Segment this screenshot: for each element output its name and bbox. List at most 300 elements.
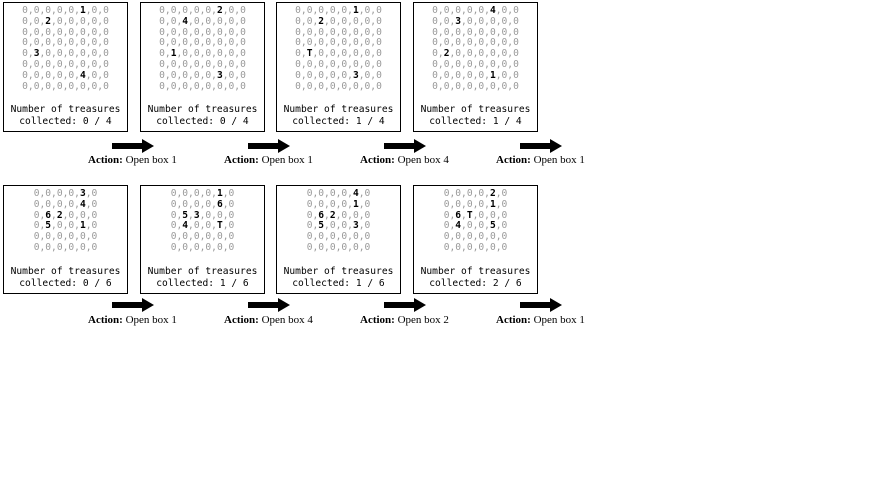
action-caption xyxy=(360,154,449,166)
empty-cell: 0 xyxy=(352,231,359,243)
empty-cell: 0 xyxy=(56,37,63,49)
empty-cell: 0 xyxy=(306,209,313,221)
empty-cell: 0 xyxy=(182,48,189,60)
box-grid xyxy=(4,6,127,92)
empty-cell: 0 xyxy=(91,26,98,38)
arrow-right-icon xyxy=(520,298,562,312)
empty-cell: 0 xyxy=(443,5,450,16)
empty-cell: 0 xyxy=(466,58,473,70)
empty-cell: 0 xyxy=(489,26,496,38)
empty-cell: 0 xyxy=(170,80,177,92)
action-label: Action: xyxy=(496,314,531,326)
grid-row: 0,0,0,0,0,0,0,0 xyxy=(295,26,382,38)
empty-cell: 0 xyxy=(228,5,235,16)
empty-cell: 0 xyxy=(182,58,189,70)
empty-cell: 0 xyxy=(22,69,28,81)
empty-cell: 0 xyxy=(329,241,336,253)
grid-row: 0,0,0,0,0,1,0,0 xyxy=(432,69,519,81)
collected-count: collected: 1 / 4 xyxy=(429,115,522,127)
state-panel xyxy=(413,2,538,132)
empty-cell: 0 xyxy=(432,58,438,70)
empty-cell: 0 xyxy=(466,241,473,253)
action-text: Open box 1 xyxy=(258,154,313,166)
grid-row: 0,2,0,0,0,0,0,0 xyxy=(432,48,519,60)
action-text: Open box 4 xyxy=(394,154,449,166)
arrow-right-icon xyxy=(112,298,154,312)
empty-cell: 0 xyxy=(159,15,165,27)
empty-cell: 0 xyxy=(56,80,63,92)
empty-cell: 0 xyxy=(33,80,40,92)
empty-cell: 0 xyxy=(295,15,301,27)
empty-cell: 0 xyxy=(478,198,485,210)
grid-row: 0,5,0,0,1,0 xyxy=(33,220,98,232)
box-cell: 5 xyxy=(45,220,52,232)
empty-cell: 0 xyxy=(193,69,200,81)
empty-cell: 0 xyxy=(306,198,313,210)
collected-count: collected: 0 / 4 xyxy=(19,115,112,127)
box-grid xyxy=(414,189,537,254)
empty-cell: 0 xyxy=(306,220,313,232)
empty-cell: 0 xyxy=(364,5,371,16)
grid-row: 0,5,0,0,3,0 xyxy=(306,220,371,232)
empty-cell: 0 xyxy=(159,26,165,38)
action-label: Action: xyxy=(88,314,123,326)
grid-row: 0,0,0,0,1,0 xyxy=(443,198,508,210)
box-grid xyxy=(277,6,400,92)
empty-cell: 0 xyxy=(318,188,325,199)
status-label: Number of treasures xyxy=(147,104,258,115)
empty-cell: 0 xyxy=(364,37,371,49)
empty-cell: 0 xyxy=(352,37,359,49)
empty-cell: 0 xyxy=(228,48,235,60)
collected-count: collected: 0 / 6 xyxy=(19,277,112,289)
empty-cell: 0 xyxy=(68,26,75,38)
empty-cell: 0 xyxy=(455,188,462,199)
empty-cell: 0 xyxy=(364,209,371,221)
empty-cell: 0 xyxy=(45,80,52,92)
grid-row: 0,0,0,0,0,0,0,0 xyxy=(159,26,246,38)
empty-cell: 0 xyxy=(22,37,28,49)
empty-cell: 0 xyxy=(240,48,246,60)
action-caption xyxy=(496,154,585,166)
empty-cell: 0 xyxy=(170,198,177,210)
empty-cell: 0 xyxy=(22,26,28,38)
action-caption xyxy=(88,314,177,326)
grid-row: 0,0,0,0,0,1,0,0 xyxy=(295,5,382,16)
empty-cell: 0 xyxy=(295,37,301,49)
empty-cell: 0 xyxy=(376,5,382,16)
empty-cell: 0 xyxy=(478,69,485,81)
empty-cell: 0 xyxy=(306,241,313,253)
state-panel xyxy=(3,185,128,294)
empty-cell: 0 xyxy=(318,198,325,210)
grid-row: 0,0,0,0,0,0,0,0 xyxy=(295,58,382,70)
collected-count: collected: 1 / 6 xyxy=(292,277,385,289)
empty-cell: 0 xyxy=(68,231,75,243)
grid-row: 0,0,2,0,0,0,0,0 xyxy=(295,15,382,27)
empty-cell: 0 xyxy=(455,69,462,81)
empty-cell: 0 xyxy=(170,209,177,221)
collected-count: collected: 0 / 4 xyxy=(156,115,249,127)
empty-cell: 0 xyxy=(182,5,189,16)
empty-cell: 0 xyxy=(432,80,438,92)
empty-cell: 0 xyxy=(91,188,98,199)
status-label: Number of treasures xyxy=(420,104,531,115)
empty-cell: 0 xyxy=(364,48,371,60)
grid-row: 0,0,0,0,0,0,0,0 xyxy=(432,26,519,38)
action-label: Action: xyxy=(360,314,395,326)
empty-cell: 0 xyxy=(501,209,508,221)
empty-cell: 0 xyxy=(240,69,246,81)
empty-cell: 0 xyxy=(455,26,462,38)
empty-cell: 0 xyxy=(193,241,200,253)
empty-cell: 0 xyxy=(501,231,508,243)
empty-cell: 0 xyxy=(443,58,450,70)
empty-cell: 0 xyxy=(501,198,508,210)
grid-row: 0,0,2,0,0,0,0,0 xyxy=(22,15,109,27)
empty-cell: 0 xyxy=(216,48,223,60)
box-cell: 1 xyxy=(79,5,86,16)
empty-cell: 0 xyxy=(68,188,75,199)
grid-row: 0,3,0,0,0,0,0,0 xyxy=(22,48,109,60)
empty-cell: 0 xyxy=(466,69,473,81)
empty-cell: 0 xyxy=(103,69,109,81)
empty-cell: 0 xyxy=(466,188,473,199)
empty-cell: 0 xyxy=(182,69,189,81)
box-cell: 4 xyxy=(182,220,189,232)
empty-cell: 0 xyxy=(170,26,177,38)
empty-cell: 0 xyxy=(455,231,462,243)
empty-cell: 0 xyxy=(33,26,40,38)
empty-cell: 0 xyxy=(33,209,40,221)
box-cell: 5 xyxy=(318,220,325,232)
empty-cell: 0 xyxy=(466,15,473,27)
empty-cell: 0 xyxy=(205,48,212,60)
action-caption xyxy=(496,314,585,326)
grid-row: 0,0,0,0,0,0 xyxy=(443,241,508,253)
empty-cell: 0 xyxy=(501,58,508,70)
empty-cell: 0 xyxy=(45,5,52,16)
empty-cell: 0 xyxy=(56,69,63,81)
empty-cell: 0 xyxy=(329,5,336,16)
box-cell: 6 xyxy=(216,198,223,210)
empty-cell: 0 xyxy=(489,37,496,49)
box-cell: 2 xyxy=(443,48,450,60)
empty-cell: 0 xyxy=(443,209,450,221)
grid-row: 0,6,2,0,0,0 xyxy=(306,209,371,221)
box-cell: 3 xyxy=(193,209,200,221)
box-cell: 3 xyxy=(79,188,86,199)
empty-cell: 0 xyxy=(443,188,450,199)
empty-cell: 0 xyxy=(513,80,519,92)
empty-cell: 0 xyxy=(478,58,485,70)
state-panel xyxy=(276,185,401,294)
empty-cell: 0 xyxy=(306,58,313,70)
empty-cell: 0 xyxy=(33,15,40,27)
empty-cell: 0 xyxy=(205,5,212,16)
box-cell: 1 xyxy=(170,48,177,60)
empty-cell: 0 xyxy=(432,48,438,60)
empty-cell: 0 xyxy=(193,80,200,92)
grid-row: 0,0,0,0,1,0 xyxy=(306,198,371,210)
grid-row: 0,0,0,0,0,0,0,0 xyxy=(432,37,519,49)
empty-cell: 0 xyxy=(341,5,348,16)
action-label: Action: xyxy=(224,314,259,326)
empty-cell: 0 xyxy=(216,26,223,38)
empty-cell: 0 xyxy=(329,26,336,38)
grid-row: 0,0,0,0,0,0 xyxy=(170,241,235,253)
empty-cell: 0 xyxy=(170,241,177,253)
empty-cell: 0 xyxy=(91,220,98,232)
empty-cell: 0 xyxy=(352,241,359,253)
empty-cell: 0 xyxy=(91,37,98,49)
empty-cell: 0 xyxy=(501,220,508,232)
empty-cell: 0 xyxy=(205,241,212,253)
grid-row: 0,0,0,0,4,0 xyxy=(306,188,371,199)
grid-row: 0,0,0,0,0,0 xyxy=(443,231,508,243)
treasure-game-figure xyxy=(0,0,585,330)
empty-cell: 0 xyxy=(33,241,40,253)
empty-cell: 0 xyxy=(306,5,313,16)
empty-cell: 0 xyxy=(489,231,496,243)
empty-cell: 0 xyxy=(466,231,473,243)
action-caption xyxy=(360,314,449,326)
empty-cell: 0 xyxy=(33,5,40,16)
empty-cell: 0 xyxy=(318,231,325,243)
empty-cell: 0 xyxy=(56,15,63,27)
action-label: Action: xyxy=(224,154,259,166)
empty-cell: 0 xyxy=(501,188,508,199)
empty-cell: 0 xyxy=(193,58,200,70)
grid-row: 0,0,0,0,0,4,0,0 xyxy=(432,5,519,16)
status-label: Number of treasures xyxy=(420,266,531,277)
empty-cell: 0 xyxy=(216,209,223,221)
empty-cell: 0 xyxy=(56,198,63,210)
empty-cell: 0 xyxy=(103,80,109,92)
empty-cell: 0 xyxy=(295,5,301,16)
grid-row: 0,0,0,0,0,0,0,0 xyxy=(22,26,109,38)
empty-cell: 0 xyxy=(91,80,98,92)
box-cell: 4 xyxy=(182,15,189,27)
empty-cell: 0 xyxy=(159,48,165,60)
action-text: Open box 2 xyxy=(394,314,449,326)
action-label: Action: xyxy=(88,154,123,166)
treasure-status xyxy=(414,104,537,127)
treasure-status xyxy=(4,266,127,289)
arrow-right-icon xyxy=(248,139,290,153)
grid-row: 0,0,0,0,0,0 xyxy=(170,231,235,243)
empty-cell: 0 xyxy=(103,48,109,60)
empty-cell: 0 xyxy=(45,48,52,60)
state-panel xyxy=(413,185,538,294)
empty-cell: 0 xyxy=(341,231,348,243)
empty-cell: 0 xyxy=(318,58,325,70)
empty-cell: 0 xyxy=(329,48,336,60)
box-cell: 2 xyxy=(56,209,63,221)
empty-cell: 0 xyxy=(205,231,212,243)
empty-cell: 0 xyxy=(79,48,86,60)
empty-cell: 0 xyxy=(68,69,75,81)
empty-cell: 0 xyxy=(341,188,348,199)
empty-cell: 0 xyxy=(295,48,301,60)
empty-cell: 0 xyxy=(295,26,301,38)
empty-cell: 0 xyxy=(159,5,165,16)
collected-count: collected: 1 / 4 xyxy=(292,115,385,127)
empty-cell: 0 xyxy=(501,37,508,49)
action-caption xyxy=(224,314,313,326)
box-grid xyxy=(141,6,264,92)
empty-cell: 0 xyxy=(182,198,189,210)
empty-cell: 0 xyxy=(182,241,189,253)
empty-cell: 0 xyxy=(364,15,371,27)
grid-row: 0,0,0,0,0,0,0,0 xyxy=(295,80,382,92)
empty-cell: 0 xyxy=(489,58,496,70)
empty-cell: 0 xyxy=(45,58,52,70)
empty-cell: 0 xyxy=(455,80,462,92)
empty-cell: 0 xyxy=(103,37,109,49)
empty-cell: 0 xyxy=(240,26,246,38)
empty-cell: 0 xyxy=(240,15,246,27)
empty-cell: 0 xyxy=(91,198,98,210)
empty-cell: 0 xyxy=(56,188,63,199)
grid-row: 0,0,0,0,0,0,0,0 xyxy=(22,37,109,49)
empty-cell: 0 xyxy=(91,231,98,243)
empty-cell: 0 xyxy=(103,15,109,27)
empty-cell: 0 xyxy=(329,198,336,210)
empty-cell: 0 xyxy=(170,69,177,81)
action-label: Action: xyxy=(360,154,395,166)
collected-count: collected: 2 / 6 xyxy=(429,277,522,289)
empty-cell: 0 xyxy=(193,15,200,27)
action-text: Open box 4 xyxy=(258,314,313,326)
empty-cell: 0 xyxy=(228,198,235,210)
grid-row: 0,4,0,0,5,0 xyxy=(443,220,508,232)
empty-cell: 0 xyxy=(103,58,109,70)
empty-cell: 0 xyxy=(432,15,438,27)
empty-cell: 0 xyxy=(295,69,301,81)
empty-cell: 0 xyxy=(228,37,235,49)
box-cell: 4 xyxy=(352,188,359,199)
treasure-status xyxy=(277,266,400,289)
grid-row: 0,0,0,0,0,0,0,0 xyxy=(295,37,382,49)
empty-cell: 0 xyxy=(45,231,52,243)
empty-cell: 0 xyxy=(352,15,359,27)
empty-cell: 0 xyxy=(68,37,75,49)
empty-cell: 0 xyxy=(68,80,75,92)
empty-cell: 0 xyxy=(329,231,336,243)
box-cell: 2 xyxy=(489,188,496,199)
empty-cell: 0 xyxy=(205,69,212,81)
empty-cell: 0 xyxy=(352,209,359,221)
empty-cell: 0 xyxy=(432,26,438,38)
empty-cell: 0 xyxy=(443,231,450,243)
empty-cell: 0 xyxy=(170,58,177,70)
empty-cell: 0 xyxy=(478,26,485,38)
empty-cell: 0 xyxy=(240,58,246,70)
action-text: Open box 1 xyxy=(122,154,177,166)
box-cell: 6 xyxy=(45,209,52,221)
empty-cell: 0 xyxy=(170,231,177,243)
empty-cell: 0 xyxy=(91,69,98,81)
empty-cell: 0 xyxy=(376,48,382,60)
grid-row: 0,0,0,0,1,0 xyxy=(170,188,235,199)
empty-cell: 0 xyxy=(228,241,235,253)
empty-cell: 0 xyxy=(341,15,348,27)
empty-cell: 0 xyxy=(364,220,371,232)
empty-cell: 0 xyxy=(478,15,485,27)
empty-cell: 0 xyxy=(443,26,450,38)
status-label: Number of treasures xyxy=(10,104,121,115)
empty-cell: 0 xyxy=(501,48,508,60)
empty-cell: 0 xyxy=(33,231,40,243)
empty-cell: 0 xyxy=(79,58,86,70)
empty-cell: 0 xyxy=(455,241,462,253)
empty-cell: 0 xyxy=(352,26,359,38)
empty-cell: 0 xyxy=(466,37,473,49)
empty-cell: 0 xyxy=(240,37,246,49)
empty-cell: 0 xyxy=(45,26,52,38)
empty-cell: 0 xyxy=(443,69,450,81)
empty-cell: 0 xyxy=(513,69,519,81)
empty-cell: 0 xyxy=(193,198,200,210)
action-text: Open box 1 xyxy=(530,154,585,166)
empty-cell: 0 xyxy=(68,48,75,60)
empty-cell: 0 xyxy=(193,37,200,49)
grid-row: 0,0,0,0,0,3,0,0 xyxy=(159,69,246,81)
empty-cell: 0 xyxy=(193,5,200,16)
empty-cell: 0 xyxy=(159,69,165,81)
empty-cell: 0 xyxy=(91,15,98,27)
empty-cell: 0 xyxy=(306,37,313,49)
empty-cell: 0 xyxy=(22,15,28,27)
empty-cell: 0 xyxy=(341,69,348,81)
empty-cell: 0 xyxy=(91,48,98,60)
grid-row: 0,1,0,0,0,0,0,0 xyxy=(159,48,246,60)
treasure-status xyxy=(414,266,537,289)
empty-cell: 0 xyxy=(443,198,450,210)
empty-cell: 0 xyxy=(466,48,473,60)
empty-cell: 0 xyxy=(68,198,75,210)
empty-cell: 0 xyxy=(341,80,348,92)
box-grid xyxy=(141,189,264,254)
box-grid xyxy=(4,189,127,254)
empty-cell: 0 xyxy=(443,241,450,253)
empty-cell: 0 xyxy=(478,48,485,60)
empty-cell: 0 xyxy=(306,15,313,27)
empty-cell: 0 xyxy=(341,241,348,253)
grid-row: 0,0,0,0,3,0 xyxy=(33,188,98,199)
action-text: Open box 1 xyxy=(122,314,177,326)
empty-cell: 0 xyxy=(22,5,28,16)
empty-cell: 0 xyxy=(228,220,235,232)
empty-cell: 0 xyxy=(228,58,235,70)
empty-cell: 0 xyxy=(341,26,348,38)
box-cell: 3 xyxy=(352,69,359,81)
empty-cell: 0 xyxy=(182,80,189,92)
empty-cell: 0 xyxy=(466,5,473,16)
empty-cell: 0 xyxy=(501,80,508,92)
box-cell: 4 xyxy=(455,220,462,232)
empty-cell: 0 xyxy=(182,26,189,38)
grid-row: 0,0,0,0,0,3,0,0 xyxy=(295,69,382,81)
empty-cell: 0 xyxy=(216,58,223,70)
empty-cell: 0 xyxy=(91,5,98,16)
grid-row: 0,0,0,0,0,0 xyxy=(33,241,98,253)
empty-cell: 0 xyxy=(56,231,63,243)
empty-cell: 0 xyxy=(56,241,63,253)
empty-cell: 0 xyxy=(513,37,519,49)
grid-row: 0,0,0,0,0,0 xyxy=(33,231,98,243)
